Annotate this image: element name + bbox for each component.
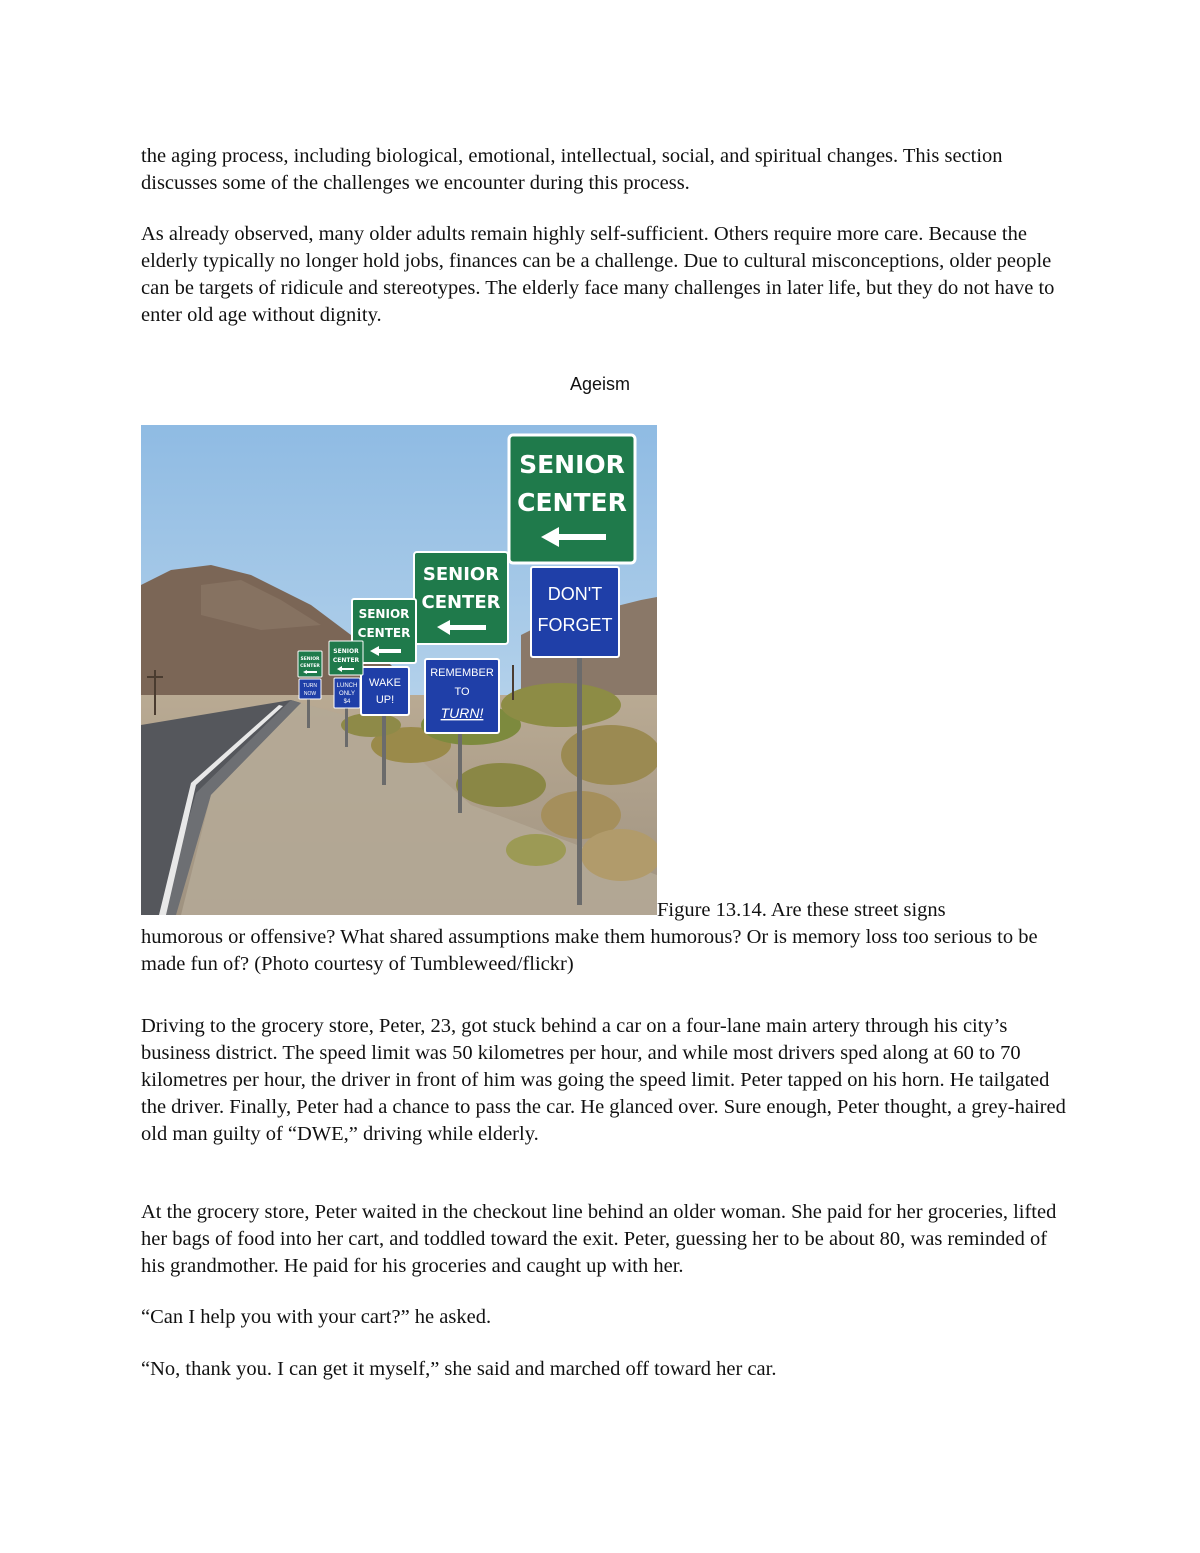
sign-text-senior: SENIOR [300,657,320,662]
sign-senior-center-medium [414,552,508,644]
sign-text-price: $4 [343,699,351,705]
sign-wake-up [361,667,409,715]
sign-text-center: CENTER [332,657,360,664]
sign-text-forget: FORGET [537,615,613,635]
sign-text-up: UP! [375,694,395,706]
street-signs-image [141,425,657,915]
sign-text-senior: SENIOR [519,450,625,479]
sign-text-turn: TURN [303,683,317,689]
figure-caption-continued: humorous or offensive? What shared assumptions make them humorous? Or is memory loss too serious to be made fun of? (Photo courtesy of Tumbleweed/flickr) [141,926,1038,975]
sign-dont-forget [531,567,619,657]
paragraph-driving-story: Driving to the grocery store, Peter, 23, got stuck behind a car on a four-lane main artery through his city’s business district. The speed limit was 50 kilometres per hour, and while most drivers sped along at 60 to 70 kilometres per hour, the driver in front of him was going the speed limit. Peter tapped on his horn. He tailgated the driver. Finally, Peter had a chance to pass the car. He glanced over. Sure enough, Peter thought, a grey-haired old man guilty of “DWE,” driving while elderly. [141,1015,1066,1145]
figure-caption-start: Figure 13.14. Are these street signs [657,899,946,921]
section-heading-ageism: Ageism [569,374,631,394]
sign-text-center: CENTER [300,664,320,669]
paragraph-aging-process: the aging process, including biological, emotional, intellectual, social, and spiritual changes. This section discusses some of the challenges we encounter during this process. [141,145,1003,194]
sign-text-center: CENTER [421,592,501,613]
figure-street-signs-photo [141,425,657,915]
sign-text-turn: TURN! [440,705,484,721]
sign-remember-to-turn [425,659,499,733]
sign-text-senior: SENIOR [422,564,500,585]
paragraph-reply: “No, thank you. I can get it myself,” she said and marched off toward her car. [141,1358,777,1380]
sign-lunch-only [334,678,360,708]
sign-text-center: CENTER [517,488,627,517]
sign-text-wake: WAKE [369,677,401,689]
sign-text-center: CENTER [357,626,411,640]
sign-senior-center-farthest [298,651,322,677]
paragraph-challenges: As already observed, many older adults remain highly self-sufficient. Others require more care. Because the elderly typically no longer hold jobs, finances can be a challenge. Due to cultural misconceptions, older people can be targets of ridicule and stereotypes. The elderly face many challenges in later life, but they do not have to enter old age without dignity. [141,223,1055,326]
paragraph-help-question: “Can I help you with your cart?” he asked. [141,1306,492,1328]
paragraph-grocery-store: At the grocery store, Peter waited in the checkout line behind an older woman. She paid for her groceries, lifted her bags of food into her cart, and toddled toward the exit. Peter, guessing her to be about 80, was reminded of his grandmother. He paid for his groceries and caught up with her. [141,1201,1057,1277]
sign-text-now: NOW [303,691,317,697]
sign-text-to: TO [454,686,470,698]
sign-text-senior: SENIOR [358,607,410,621]
sign-senior-center-large [509,435,635,563]
sign-text-lunch: LUNCH [336,683,358,689]
sign-text-senior: SENIOR [333,648,359,655]
sign-turn-now [299,679,321,699]
sign-text-dont: DON'T [547,584,603,604]
sign-senior-center-tiny [329,641,363,675]
sign-text-remember: REMEMBER [430,667,494,679]
sign-text-only: ONLY [339,691,355,697]
